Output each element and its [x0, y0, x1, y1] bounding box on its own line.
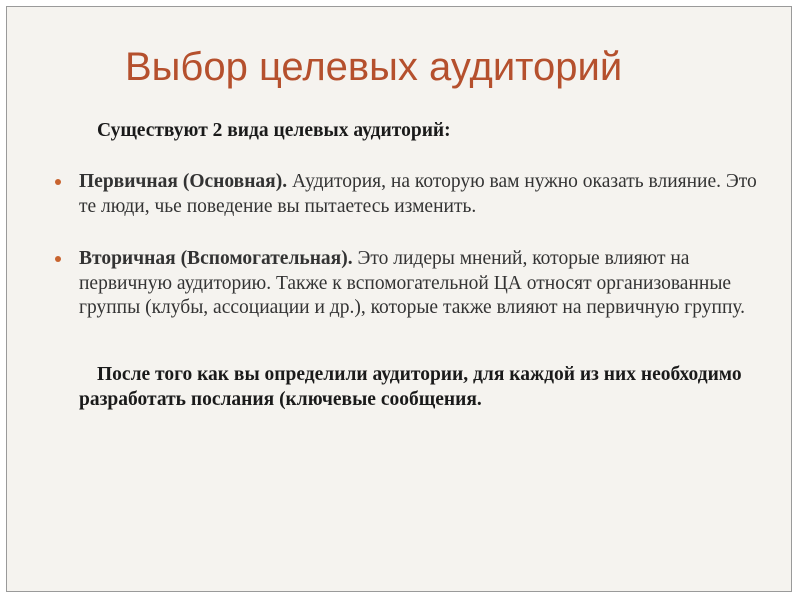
conclusion-text: После того как вы определили аудитории, для каждой из них необходимо разработать послания (ключевые сообщения. — [79, 364, 742, 410]
bullet-term: Первичная (Основная). — [79, 171, 288, 192]
bullet-primary-audience — [79, 170, 769, 219]
slide-title: Выбор целевых аудиторий — [125, 45, 623, 89]
slide — [6, 6, 792, 592]
bullet-text: Это лидеры мнений, которые влияют на первичную аудиторию. Также к вспомогательной ЦА относят организованные группы (клубы, ассоциации и др.), которые также влияют на первичную группу. — [79, 248, 746, 318]
bullet-marker-icon — [55, 256, 61, 262]
bullet-marker-icon — [55, 179, 61, 185]
bullet-text: Аудитория, на которую вам нужно оказать влияние. Это те люди, чье поведение вы пытаетесь изменить. — [79, 171, 757, 217]
bullet-term: Вторичная (Вспомогательная). — [79, 248, 353, 269]
intro-text: Существуют 2 вида целевых аудиторий: — [97, 120, 451, 141]
bullet-secondary-audience — [79, 247, 769, 321]
